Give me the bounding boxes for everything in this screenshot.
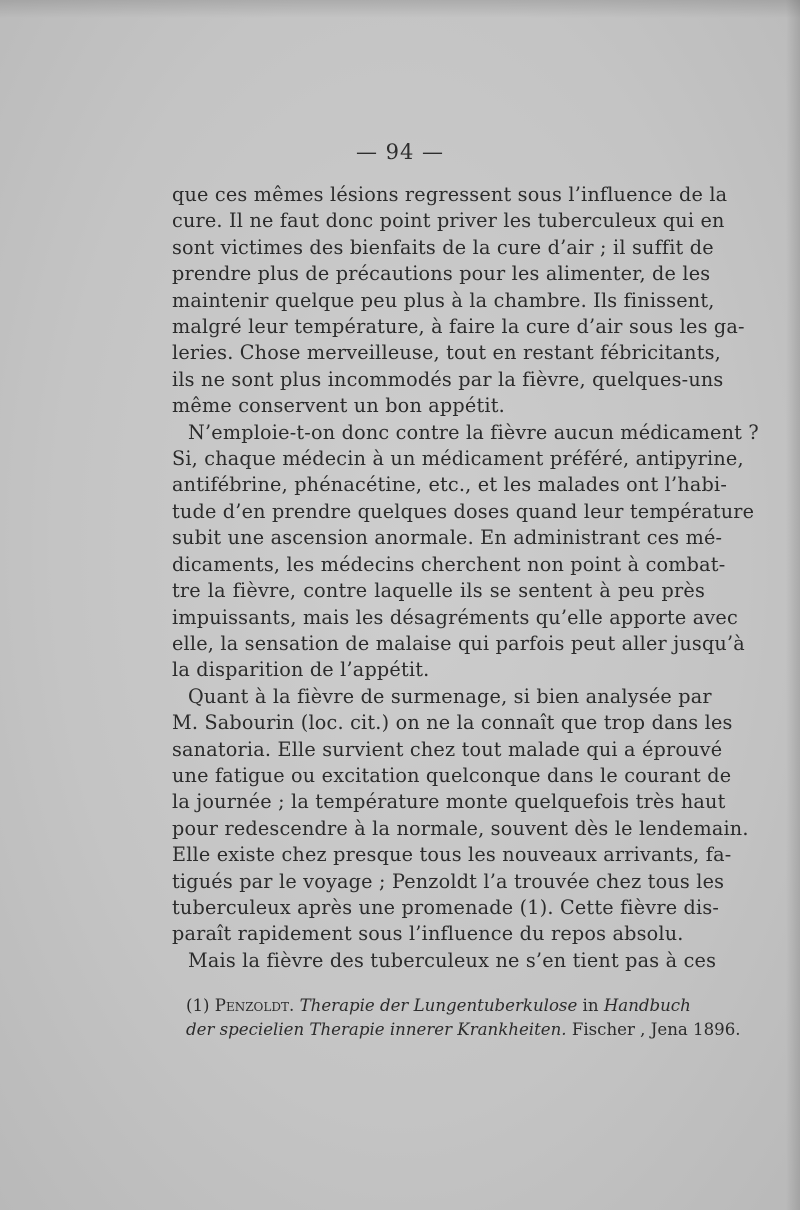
body-line: ils ne sont plus incommodés par la fièvre, quelques-uns bbox=[172, 367, 724, 391]
body-line: paraît rapidement sous l’influence du repos absolu. bbox=[172, 922, 684, 946]
body-line: tude d’en prendre quelques doses quand leur température bbox=[172, 499, 755, 523]
body-line: même conservent un bon appétit. bbox=[172, 394, 505, 418]
body-line: la journée ; la température monte quelquefois très haut bbox=[172, 790, 726, 814]
footnote-title-2: Handbuch bbox=[603, 996, 691, 1015]
body-line: antifébrine, phénacétine, etc., et les malades ont l’habi- bbox=[172, 473, 728, 497]
page-shadow-right bbox=[786, 0, 800, 1210]
footnote bbox=[186, 994, 741, 1042]
body-line: Mais la fièvre des tuberculeux ne s’en tient pas à ces bbox=[188, 948, 717, 972]
body-line: maintenir quelque peu plus à la chambre. Ils finissent, bbox=[172, 288, 715, 312]
page-number: — 94 — bbox=[355, 140, 445, 164]
page-shadow-top bbox=[0, 0, 800, 18]
body-line: M. Sabourin (loc. cit.) on ne la connaît que trop dans les bbox=[172, 711, 733, 735]
body-line: N’emploie-t-on donc contre la fièvre aucun médicament ? bbox=[188, 420, 759, 444]
body-line: sanatoria. Elle survient chez tout malade qui a éprouvé bbox=[172, 737, 723, 761]
body-line: dicaments, les médecins cherchent non point à combat- bbox=[172, 552, 726, 576]
body-line: tuberculeux après une promenade (1). Cette fièvre dis- bbox=[172, 895, 720, 919]
body-line: pour redescendre à la normale, souvent dès le lendemain. bbox=[172, 816, 749, 840]
footnote-line-2 bbox=[186, 1018, 741, 1042]
footnote-title-3: der specielien Therapie innerer Krankheiten. bbox=[186, 1020, 567, 1039]
footnote-marker: (1) bbox=[186, 996, 210, 1015]
body-line: subit une ascension anormale. En administrant ces mé- bbox=[172, 526, 723, 550]
body-line: sont victimes des bienfaits de la cure d’air ; il suffit de bbox=[172, 235, 714, 259]
body-line: malgré leur température, à faire la cure d’air sous les ga- bbox=[172, 315, 745, 339]
body-line: une fatigue ou excitation quelconque dans le courant de bbox=[172, 763, 732, 787]
body-line: tigués par le voyage ; Penzoldt l’a trouvée chez tous les bbox=[172, 869, 725, 893]
body-text bbox=[172, 182, 759, 974]
body-line: la disparition de l’appétit. bbox=[172, 658, 430, 682]
body-line: Elle existe chez presque tous les nouveaux arrivants, fa- bbox=[172, 843, 732, 867]
footnote-publisher: Fischer , Jena 1896. bbox=[571, 1020, 741, 1039]
body-line: cure. Il ne faut donc point priver les tuberculeux qui en bbox=[172, 209, 725, 233]
body-line: tre la fièvre, contre laquelle ils se sentent à peu près bbox=[172, 579, 705, 603]
body-line: Si, chaque médecin à un médicament préféré, antipyrine, bbox=[172, 447, 744, 471]
footnote-title-1: Therapie der Lungentuberkulose bbox=[299, 996, 578, 1015]
footnote-connector: in bbox=[582, 996, 599, 1015]
body-line: elle, la sensation de malaise qui parfois peut aller jusqu’à bbox=[172, 631, 745, 655]
footnote-author: Penzoldt. bbox=[214, 996, 295, 1015]
body-line: que ces mêmes lésions regressent sous l’influence de la bbox=[172, 183, 728, 206]
body-line: leries. Chose merveilleuse, tout en restant fébricitants, bbox=[172, 341, 721, 365]
body-line: impuissants, mais les désagréments qu’elle apporte avec bbox=[172, 605, 738, 629]
footnote-line-1 bbox=[186, 994, 707, 1018]
body-line: Quant à la fièvre de surmenage, si bien analysée par bbox=[188, 684, 712, 708]
body-line: prendre plus de précautions pour les alimenter, de les bbox=[172, 262, 711, 286]
